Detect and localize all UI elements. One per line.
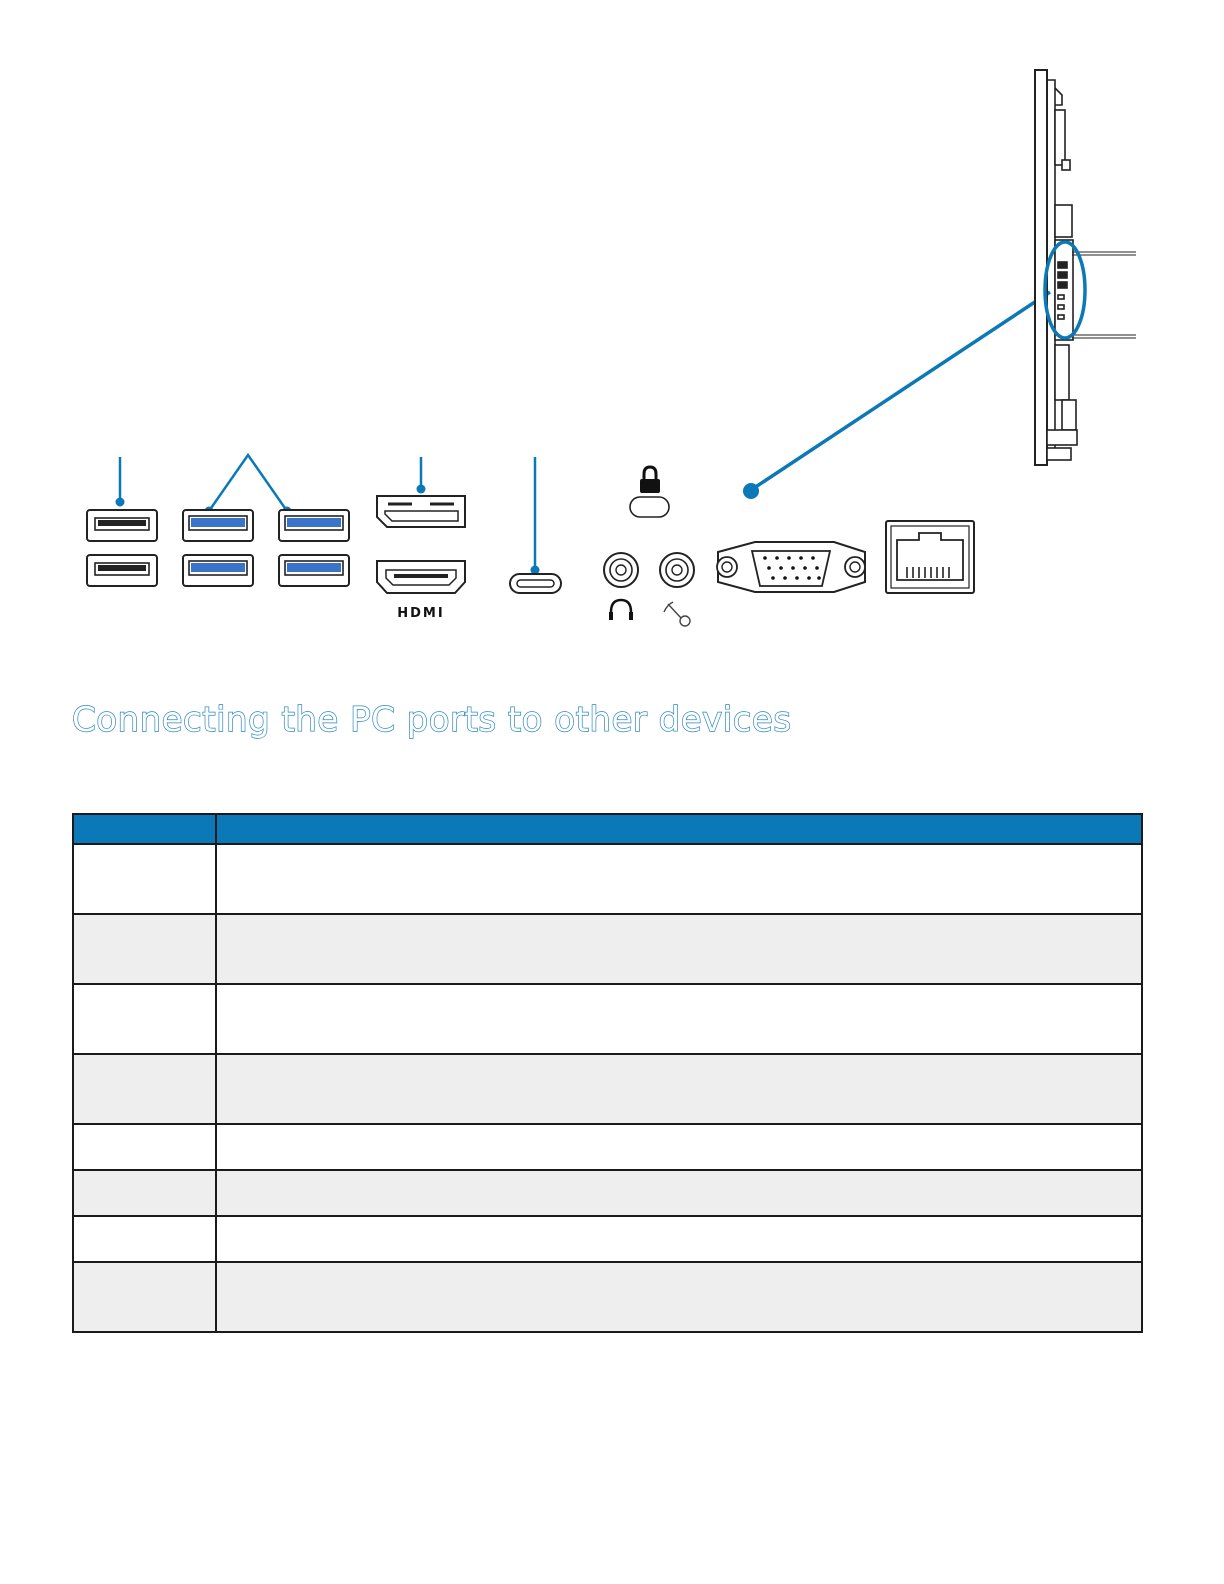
table-row — [73, 1124, 1142, 1170]
description-cell — [216, 914, 1142, 984]
usb-c-port — [510, 574, 561, 593]
description-cell — [216, 1054, 1142, 1124]
vga-port — [717, 542, 865, 592]
table-row — [73, 1216, 1142, 1262]
usb-3-port — [279, 555, 349, 586]
headphone-jack — [604, 553, 638, 587]
description-cell — [216, 844, 1142, 914]
description-cell — [216, 1216, 1142, 1262]
ethernet-port — [886, 521, 974, 593]
port-cell — [73, 984, 216, 1054]
table-header-row — [73, 814, 1142, 844]
table-row — [73, 1054, 1142, 1124]
port-cell — [73, 1054, 216, 1124]
ports-table — [72, 813, 1143, 1333]
usb-3-port — [183, 510, 253, 541]
port-cell — [73, 844, 216, 914]
table-row — [73, 984, 1142, 1054]
port-cell — [73, 1124, 216, 1170]
port-cell — [73, 914, 216, 984]
ports-diagram — [0, 0, 1224, 660]
usb-2-port — [87, 510, 157, 541]
header-port — [73, 814, 216, 844]
port-cell — [73, 1216, 216, 1262]
table-row — [73, 1170, 1142, 1216]
lock-icon — [630, 467, 669, 517]
description-cell — [216, 984, 1142, 1054]
display-side-view — [1035, 70, 1136, 465]
usb-2-port — [87, 555, 157, 586]
description-cell — [216, 1262, 1142, 1332]
headphone-icon — [609, 600, 633, 620]
port-cell — [73, 1262, 216, 1332]
page-heading: Connecting the PC ports to other devices — [72, 700, 792, 740]
hdmi-port — [377, 561, 465, 593]
description-cell — [216, 1124, 1142, 1170]
displayport-port — [377, 496, 465, 527]
table-row — [73, 914, 1142, 984]
table-row — [73, 1262, 1142, 1332]
usb-3-port — [279, 510, 349, 541]
usb-3-port — [183, 555, 253, 586]
microphone-icon — [664, 602, 690, 626]
port-cell — [73, 1170, 216, 1216]
hdmi-logo: HDMI — [397, 606, 445, 621]
table-body — [73, 844, 1142, 1332]
table-row — [73, 844, 1142, 914]
header-description — [216, 814, 1142, 844]
description-cell — [216, 1170, 1142, 1216]
microphone-jack — [660, 553, 694, 587]
